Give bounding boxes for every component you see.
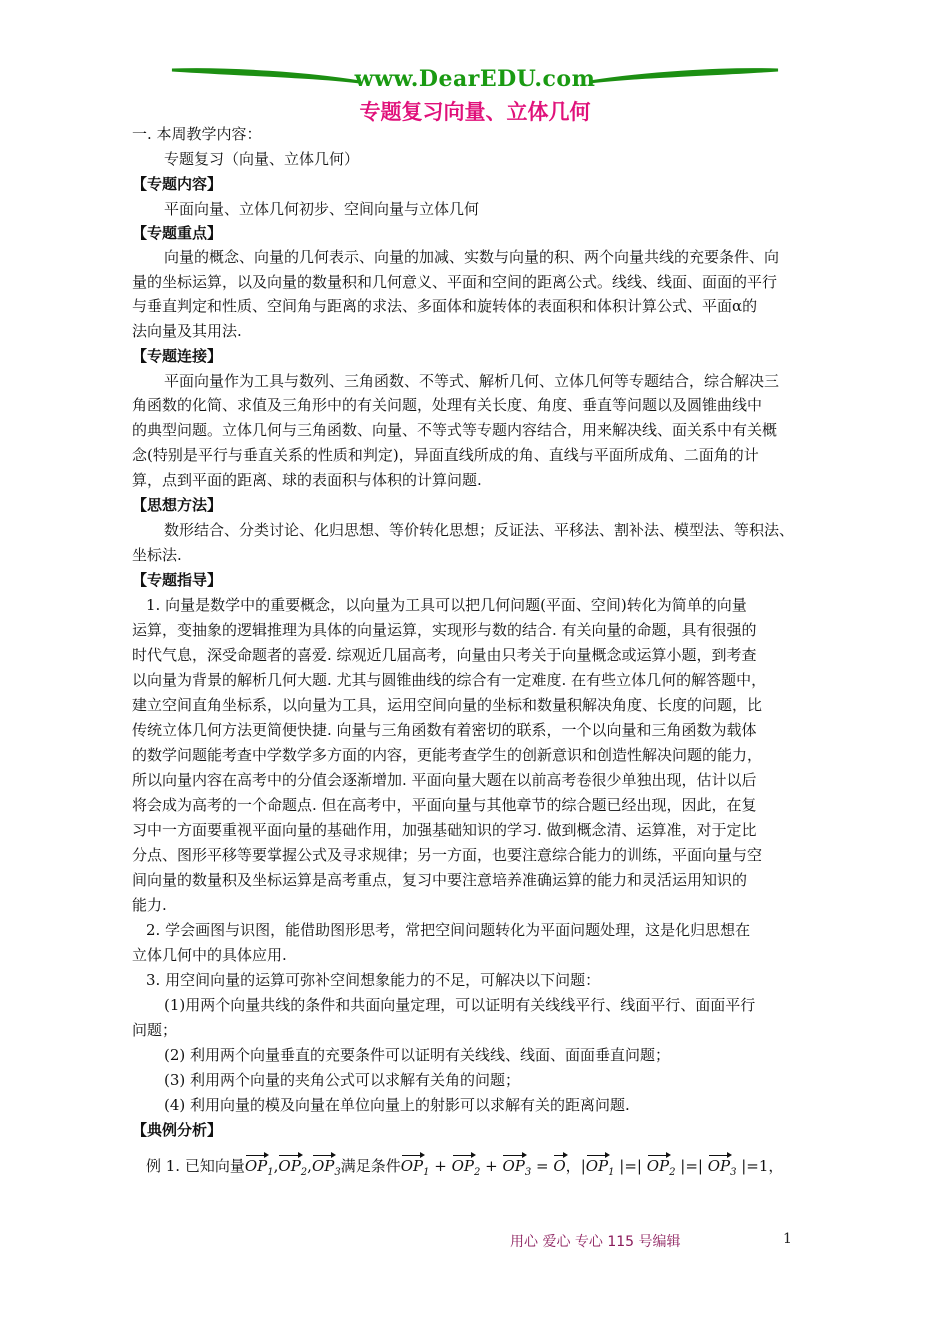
vector-op: OP [585,1157,609,1175]
site-url: www.DearEDU.com [354,66,596,92]
subscript: 2 [669,1167,676,1178]
text-line: 能力. [132,896,167,914]
text-line: 运算，变抽象的逻辑推理为具体的向量运算，实现形与数的结合. 有关向量的命题，具有很强的 [132,621,757,639]
text-line: 的典型问题。立体几何与三角函数、向量、不等式等专题内容结合，用来解决线、面关系中有关概 [132,421,778,439]
text-line: 坐标法. [132,546,182,564]
eq-bar: |=| [614,1157,647,1175]
vector-op: OP [451,1157,474,1175]
vector-op: OP [707,1157,731,1175]
subscript: 2 [474,1167,481,1178]
example-cond: 满足条件 [340,1157,401,1175]
text-line: 传统立体几何方法更简便快捷. 向量与三角函数有着密切的联系，一个以向量和三角函数为载体 [132,721,757,739]
subscript: 3 [730,1167,737,1178]
text-line: 习中一方面要重视平面向量的基础作用，加强基础知识的学习. 做到概念清、运算准，对于定比 [132,821,757,839]
section-heading: 【专题重点】 [132,224,223,242]
vector-op: OP [400,1157,424,1175]
text-line: 间向量的数量积及坐标运算是高考重点，复习中要注意培养准确运算的能力和灵活运用知识的 [132,871,748,889]
example-1-line [146,1157,783,1182]
vector-op: OP [244,1157,268,1175]
text-line: 所以向量内容在高考中的分值会逐渐增加. 平面向量大题在以前高考卷很少单独出现，估计以后 [132,771,757,789]
section-heading: 一. 本周教学内容： [132,125,262,143]
vector-op: OP [278,1157,301,1175]
text-line: 立体几何中的具体应用. [132,946,287,964]
text-line: (3) 利用两个向量的夹角公式可以求解有关角的问题； [164,1071,521,1089]
text-line: 分点、图形平移等要掌握公式及寻求规律；另一方面，也要注意综合能力的训练，平面向量与空 [132,846,763,864]
text-line: 专题复习（向量、立体几何） [164,150,360,168]
text-line: 角函数的化简、求值及三角形中的有关问题，处理有关长度、角度、垂直等问题以及圆锥曲线中 [132,396,763,414]
text-line: 1. 向量是数学中的重要概念，以向量为工具可以把几何问题(平面、空间)转化为简单的向量 [146,596,747,614]
comma: ， [565,1157,581,1175]
zero-vector: O [553,1157,566,1175]
vector-op: OP [502,1157,525,1175]
text-line: 算，点到平面的距离、球的表面积与体积的计算问题. [132,471,482,489]
page-number: 1 [783,1231,792,1247]
page-title: 专题复习向量、立体几何 [359,100,591,124]
text-line: 以向量为背景的解析几何大题. 尤其与圆锥曲线的综合有一定难度. 在有些立体几何的解答题中， [132,671,767,689]
footer-text: 用心 爱心 专心 115 号编辑 [510,1234,681,1250]
example-tail: |=1， [736,1157,784,1175]
subscript: 1 [608,1167,615,1178]
text-line: (2) 利用两个向量垂直的充要条件可以证明有关线线、线面、面面垂直问题； [164,1046,671,1064]
eq-bar: |=| [675,1157,708,1175]
section-heading: 【典例分析】 [132,1121,223,1139]
text-line: (4) 利用向量的模及向量在单位向量上的射影可以求解有关的距离问题. [164,1096,630,1114]
text-line: 法向量及其用法. [132,322,242,340]
text-line: 问题； [132,1021,178,1039]
text-line: 将会成为高考的一个命题点. 但在高考中，平面向量与其他章节的综合题已经出现，因此，在复 [132,796,757,814]
plus-sign: + [429,1157,452,1175]
vector-op: OP [646,1157,670,1175]
text-line: 念(特别是平行与垂直关系的性质和判定)，异面直线所成的角、直线与平面所成角、二面角的计 [132,446,759,464]
text-line: 平面向量、立体几何初步、空间向量与立体几何 [164,200,480,218]
text-line: (1)用两个向量共线的条件和共面向量定理，可以证明有关线线平行、线面平行、面面平行 [164,996,756,1014]
subscript: 1 [267,1167,274,1178]
example-lead: 例 1. 已知向量 [146,1157,245,1175]
text-line: 时代气息，深受命题者的喜爱. 综观近几届高考，向量由只考关于向量概念或运算小题，到考查 [132,646,757,664]
text-line: 的数学问题能考查中学数学多方面的内容，更能考查学生的创新意识和创造性解决问题的能力， [132,746,763,764]
text-line: 与垂直判定和性质、空间角与距离的求法、多面体和旋转体的表面积和体积计算公式、平面α的 [132,297,758,315]
section-heading: 【专题连接】 [132,347,223,365]
abs-bar: | [580,1157,586,1175]
equals-sign: = [531,1157,554,1175]
text-line: 3. 用空间向量的运算可弥补空间想象能力的不足，可解决以下问题： [146,971,601,989]
comma: , [273,1157,279,1175]
section-heading: 【专题指导】 [132,571,223,589]
vector-op: OP [311,1157,335,1175]
site-banner [170,62,780,96]
subscript: 2 [300,1167,308,1178]
text-line: 量的坐标运算，以及向量的数量积和几何意义、平面和空间的距离公式。线线、线面、面面的平行 [132,273,778,291]
text-line: 2. 学会画图与识图，能借助图形思考，常把空间问题转化为平面问题处理，这是化归思想在 [146,921,751,939]
subscript: 3 [524,1167,532,1178]
text-line: 数形结合、分类讨论、化归思想、等价转化思想；反证法、平移法、割补法、模型法、等积法、 [164,521,795,539]
comma: , [307,1157,312,1175]
plus-sign: + [480,1157,503,1175]
section-heading: 【专题内容】 [132,175,223,193]
text-line: 向量的概念、向量的几何表示、向量的加减、实数与向量的积、两个向量共线的充要条件、向 [164,248,780,266]
section-heading: 【思想方法】 [132,496,223,514]
text-line: 平面向量作为工具与数列、三角函数、不等式、解析几何、立体几何等专题结合，综合解决三 [164,372,780,390]
subscript: 3 [334,1167,341,1178]
text-line: 建立空间直角坐标系，以向量为工具，运用空间向量的坐标和数量积解决角度、长度的问题，比 [132,696,763,714]
subscript: 1 [423,1167,430,1178]
